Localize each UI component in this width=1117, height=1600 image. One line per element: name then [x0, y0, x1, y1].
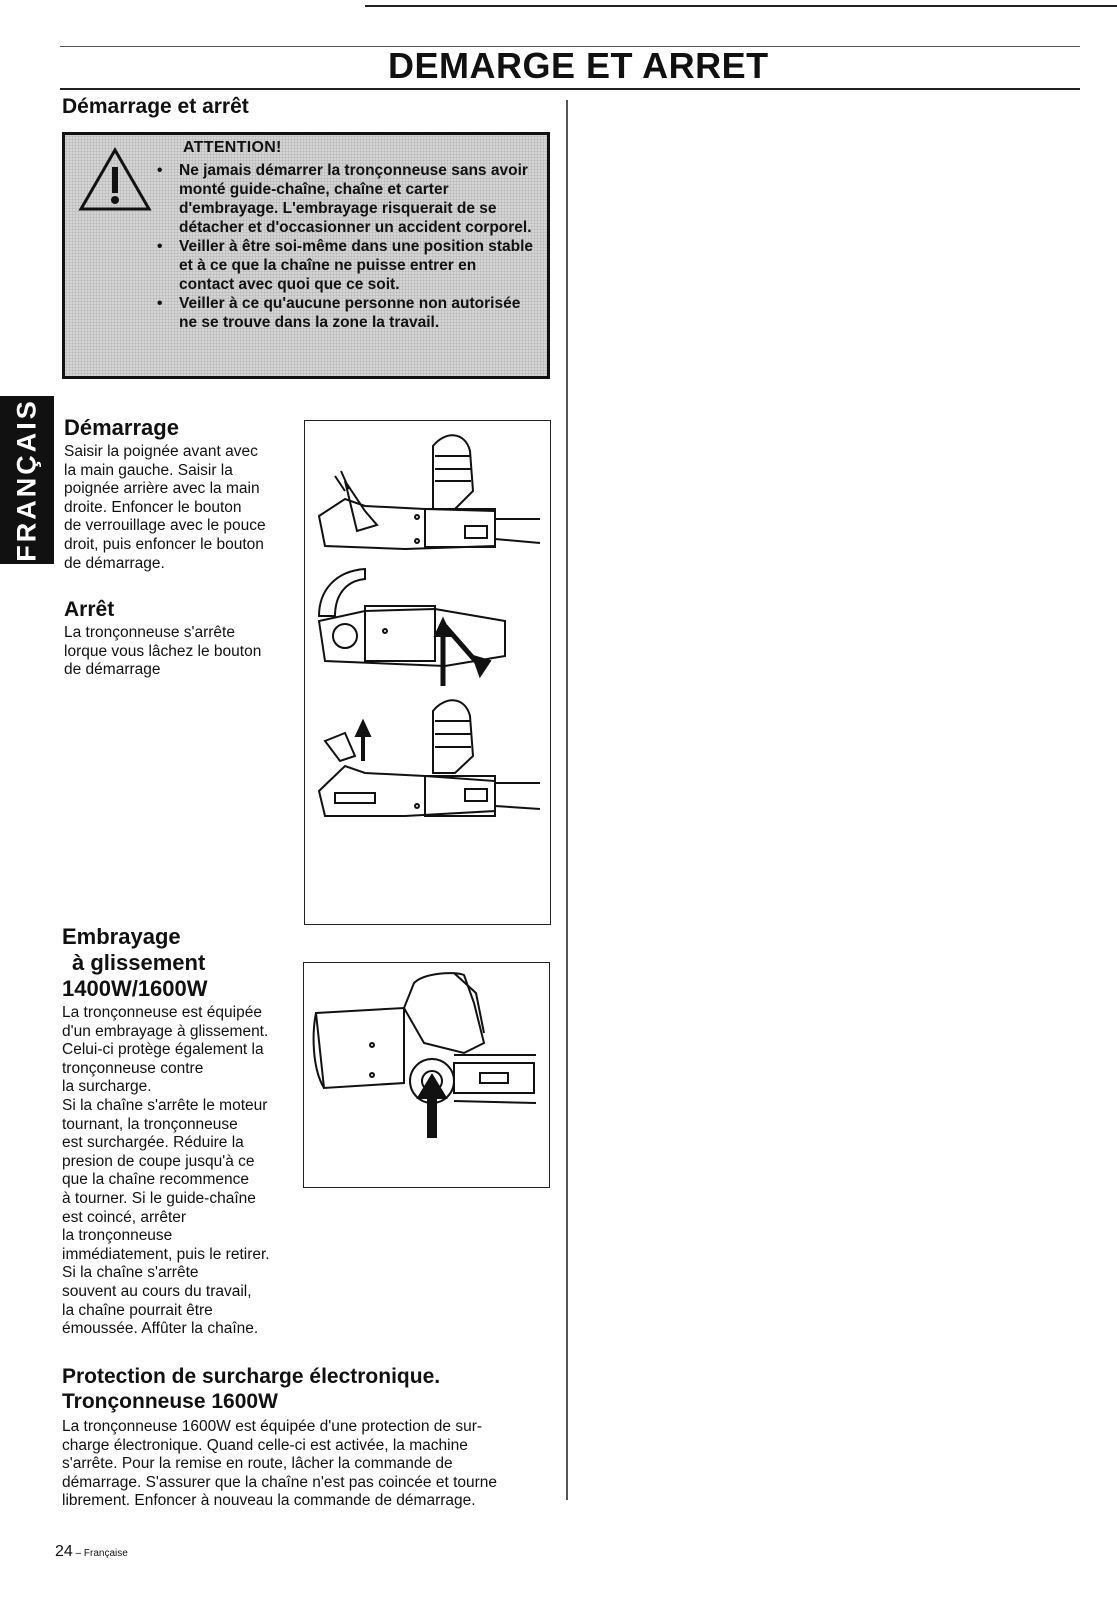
embrayage-text: La tronçonneuse est équipée d'un embrayage à glissement. Celui-ci protège également la tronçonneuse contre la surcharge. Si la chaîne s'arrête le moteur tournant, la tronçonneuse est surchargée. Réduire la presion de coupe jusqu'à ce que la chaîne recommence à tourner. Si le guide-chaîne est coincé, arrêter la tronçonneuse immédiatement, puis le retirer. Si la chaîne s'arrête souvent au cours du travail, la chaîne pourrait être émoussée. Affûter la chaîne. [62, 1004, 270, 1338]
warning-item: • Ne jamais démarrer la tronçonneuse sans avoir monté guide-chaîne, chaîne et carter d'embrayage. L'embrayage risquerait de se détacher et d'occasionner un accident corporel. [157, 162, 532, 236]
footer-language: Française [83, 1548, 128, 1559]
title-rule-bottom [60, 88, 1080, 90]
warning-title: ATTENTION! [183, 139, 282, 156]
language-tab: FRANÇAIS [0, 396, 54, 564]
arret-heading: Arrêt [64, 598, 115, 621]
protection-heading: Protection de surcharge électronique. Tronçonneuse 1600W [62, 1365, 441, 1413]
chainsaw-illustration-2 [319, 569, 505, 686]
warning-box [62, 132, 550, 379]
warning-triangle-icon [79, 147, 151, 213]
demarrage-heading: Démarrage [64, 415, 179, 440]
chainsaw-illustration-3 [319, 700, 540, 816]
page-footer [55, 1543, 128, 1561]
clutch-illustration [314, 973, 536, 1138]
clutch-figure [303, 962, 550, 1188]
warning-item: • Veiller à ce qu'aucune personne non autorisée ne se trouve dans la zone la travail. [157, 295, 521, 331]
warning-item: • Veiller à être soi-même dans une position stable et à ce que la chaîne ne puisse entrer en contact avec quoi que ce soit. [157, 238, 534, 293]
page-number: 24 [55, 1543, 73, 1560]
page-title: DEMARGE ET ARRET [388, 45, 769, 86]
top-rule [365, 5, 1117, 7]
protection-text: La tronçonneuse 1600W est équipée d'une protection de sur- charge électronique. Quand celle-ci est activée, la machine s'arrête. Pour la remise en route, lâcher la commande de démarrage. S'assurer que la chaîne n'est pas coincée et tourne librement. Enfoncer à nouveau la commande de démarrage. [62, 1418, 498, 1510]
embrayage-heading: Embrayage à glissement 1400W/1600W [62, 924, 208, 1001]
arret-text: La tronçonneuse s'arrête lorque vous lâchez le bouton de démarrage [64, 624, 262, 679]
warning-list [155, 161, 535, 332]
start-stop-figure [304, 420, 551, 925]
section-title: Démarrage et arrêt [62, 95, 249, 118]
column-divider [566, 100, 568, 1500]
footer-separator: – [72, 1548, 84, 1559]
chainsaw-illustration-1 [319, 435, 540, 549]
demarrage-text: Saisir la poignée avant avec la main gauche. Saisir la poignée arrière avec la main droite. Enfoncer le bouton de verrouillage avec le pouce droit, puis enfoncer le bouton de démarrage. [64, 443, 266, 572]
